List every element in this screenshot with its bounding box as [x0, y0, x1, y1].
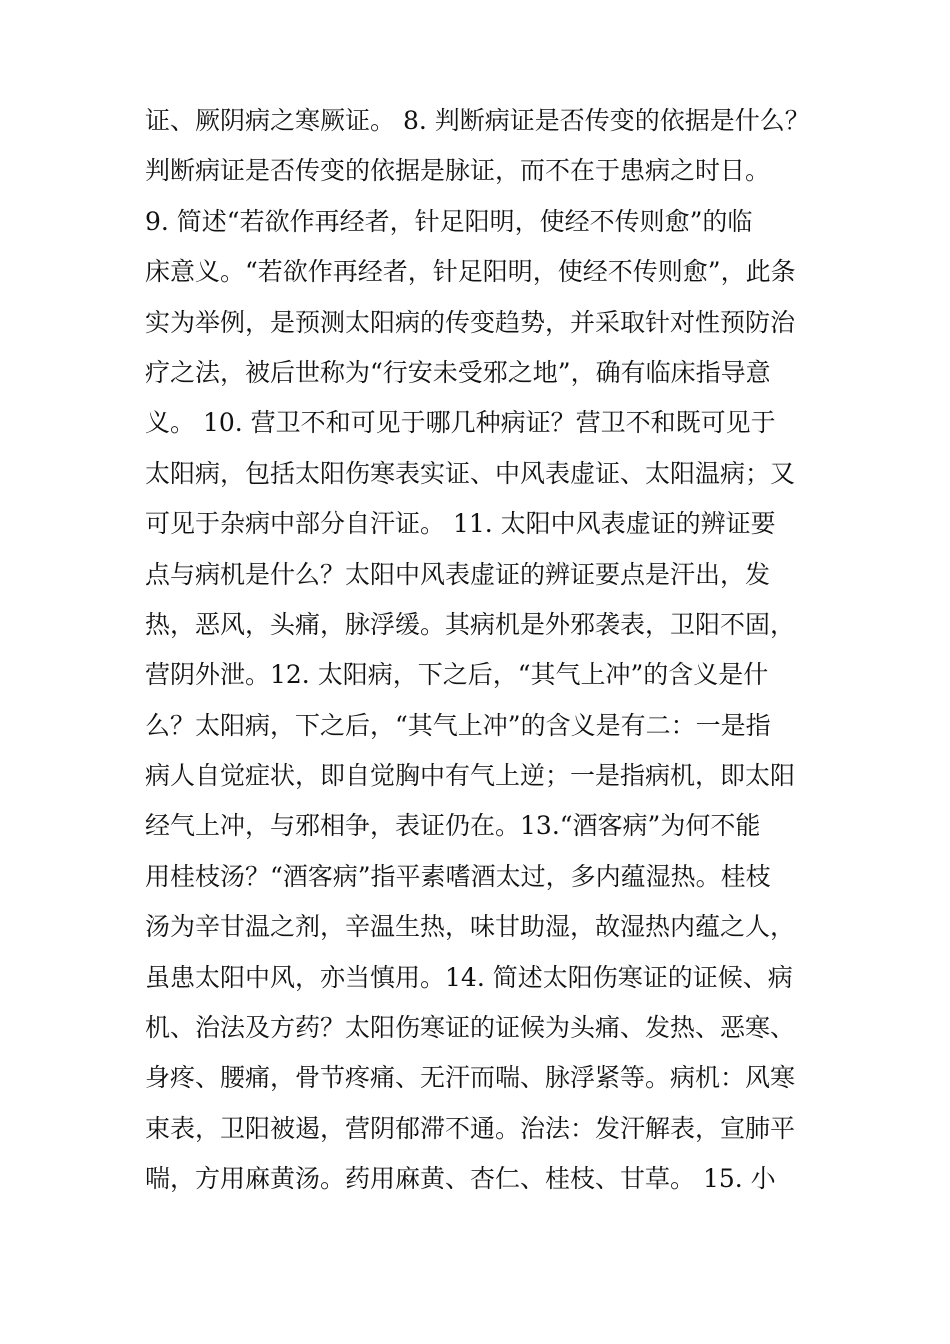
text-line-4: 床意义。“若欲作再经者，针足阳明，使经不传则愈”，此条 [145, 257, 796, 287]
text-line-11: 热，恶风，头痛，脉浮缓。其病机是外邪袭表，卫阳不固， [145, 609, 796, 639]
text-line-20: 身疼、腰痛，骨节疼痛、无汗而喘、脉浮紧等。病机：风寒 [145, 1063, 796, 1093]
text-line-1: 证、厥阴病之寒厥证。 8. 判断病证是否传变的依据是什么？ [145, 106, 810, 135]
text-line-19: 机、治法及方药？太阳伤寒证的证候为头痛、发热、恶寒、 [145, 1013, 796, 1043]
text-line-21: 束表，卫阳被遏，营阴郁滞不通。治法：发汗解表，宣肺平 [145, 1113, 796, 1143]
body-text [145, 96, 825, 1205]
text-line-8: 太阳病，包括太阳伤寒表实证、中风表虚证、太阳温病；又 [145, 458, 796, 488]
text-line-15: 经气上冲，与邪相争，表证仍在。13.“酒客病”为何不能 [145, 811, 761, 841]
text-line-17: 汤为辛甘温之剂，辛温生热，味甘助湿，故湿热内蕴之人， [145, 912, 796, 942]
text-line-22: 喘，方用麻黄汤。药用麻黄、杏仁、桂枝、甘草。 15. 小 [145, 1164, 776, 1194]
text-line-10: 点与病机是什么？太阳中风表虚证的辨证要点是汗出，发 [145, 559, 771, 589]
text-line-3: 9. 简述“若欲作再经者，针足阳明，使经不传则愈”的临 [145, 206, 753, 236]
text-line-6: 疗之法，被后世称为“行安未受邪之地”，确有临床指导意 [145, 357, 771, 387]
text-line-7: 义。 10. 营卫不和可见于哪几种病证？营卫不和既可见于 [145, 408, 776, 438]
text-line-5: 实为举例，是预测太阳病的传变趋势，并采取针对性预防治 [145, 307, 796, 337]
text-line-18: 虽患太阳中风，亦当慎用。14. 简述太阳伤寒证的证候、病 [145, 962, 793, 992]
text-line-12: 营阴外泄。12. 太阳病，下之后，“其气上冲”的含义是什 [145, 660, 769, 690]
text-line-16: 用桂枝汤？“酒客病”指平素嗜酒太过，多内蕴湿热。桂枝 [145, 861, 771, 891]
text-line-9: 可见于杂病中部分自汗证。 11. 太阳中风表虚证的辨证要 [145, 509, 776, 539]
text-line-13: 么？太阳病，下之后，“其气上冲”的含义是有二：一是指 [145, 710, 771, 740]
text-line-2: 判断病证是否传变的依据是脉证，而不在于患病之时日。 [145, 156, 771, 186]
text-line-14: 病人自觉症状，即自觉胸中有气上逆；一是指病机，即太阳 [145, 761, 796, 791]
